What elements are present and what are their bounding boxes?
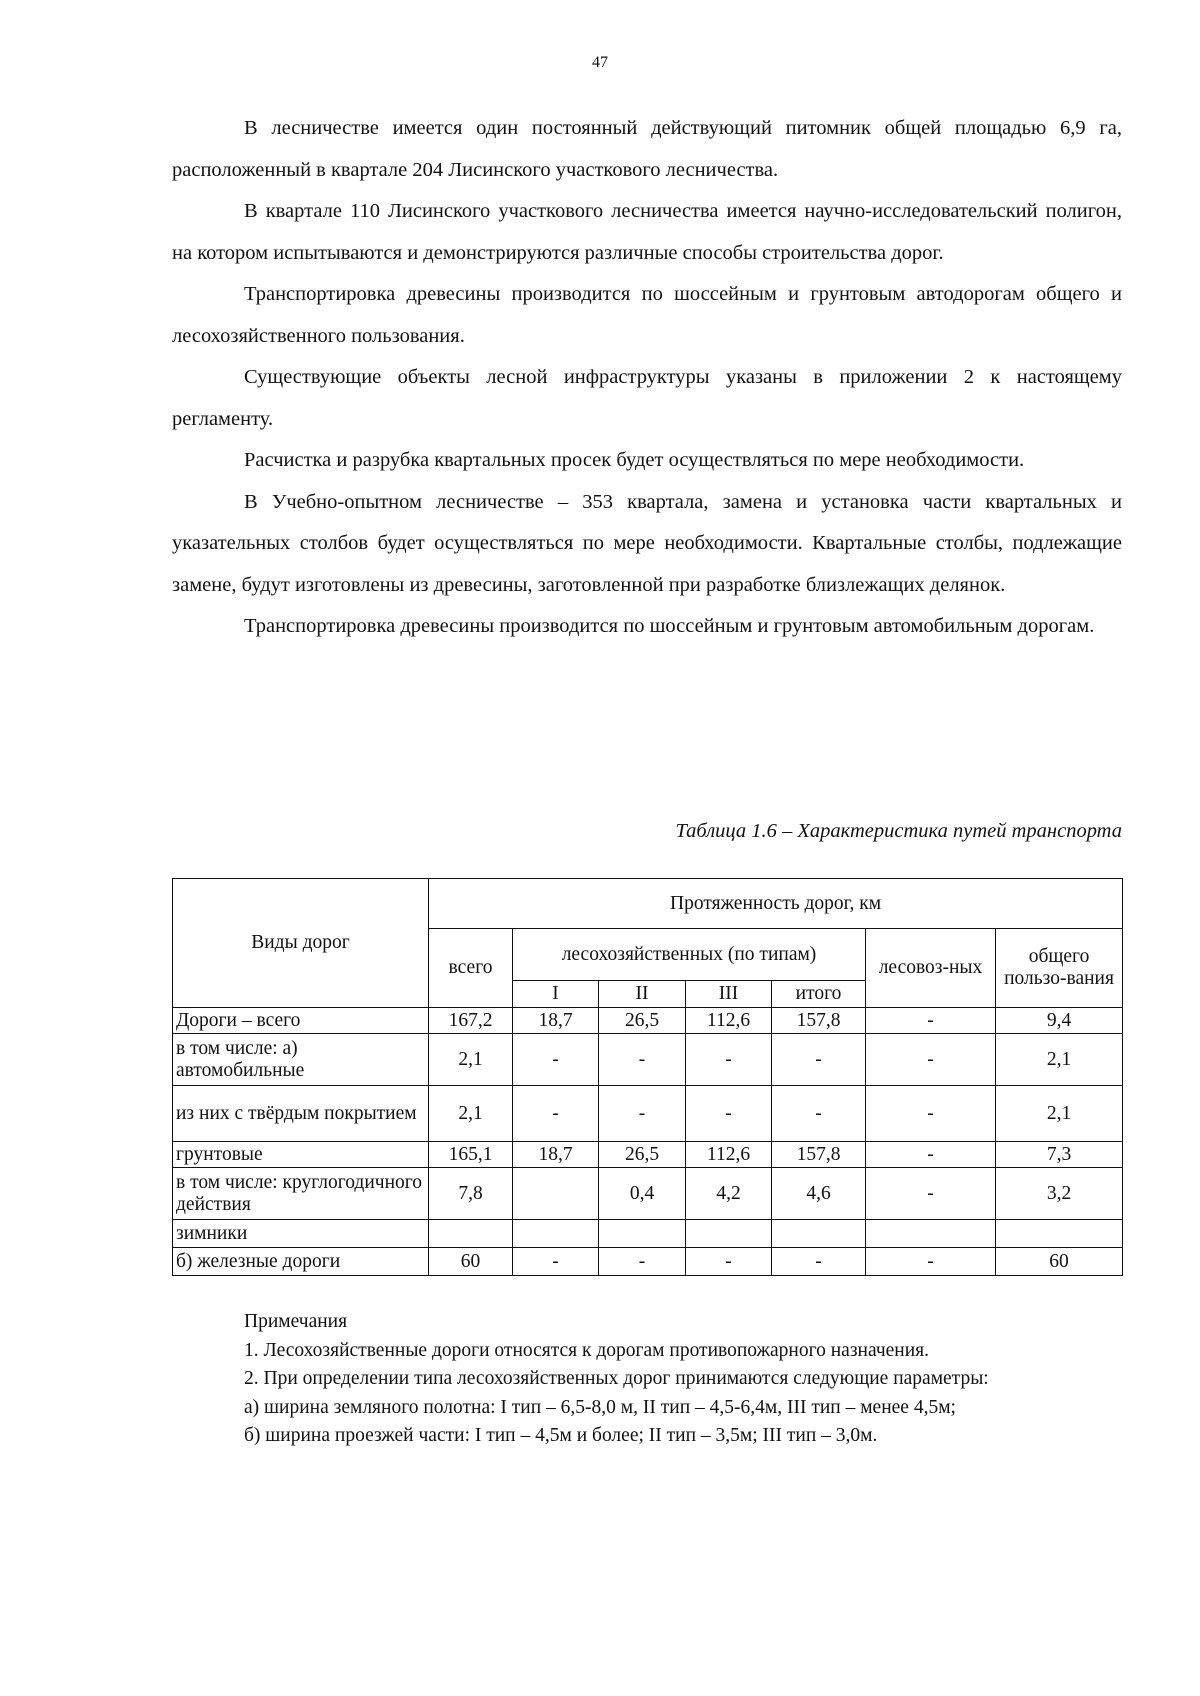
table-cell: 157,8 [772, 1142, 866, 1168]
table-cell: - [866, 1034, 996, 1086]
notes [172, 1308, 1122, 1451]
table-cell: 112,6 [686, 1008, 772, 1034]
row-label: из них с твёрдым покрытием [173, 1086, 429, 1142]
table-cell: 26,5 [599, 1008, 686, 1034]
table-cell: 18,7 [513, 1008, 599, 1034]
table-cell: - [772, 1248, 866, 1276]
table-cell: - [513, 1034, 599, 1086]
table-cell: - [772, 1034, 866, 1086]
table-cell: 9,4 [996, 1008, 1123, 1034]
table-cell [429, 1220, 513, 1248]
table-cell: - [686, 1086, 772, 1142]
table-cell: - [866, 1142, 996, 1168]
table-body [173, 1008, 1123, 1276]
table-cell: - [513, 1086, 599, 1142]
table-caption: Таблица 1.6 – Характеристика путей транспорта [675, 820, 1122, 842]
table-cell [866, 1220, 996, 1248]
table-cell [513, 1168, 599, 1220]
table-cell [599, 1220, 686, 1248]
table-cell: - [866, 1086, 996, 1142]
table-cell: 2,1 [996, 1034, 1123, 1086]
row-label: зимники [173, 1220, 429, 1248]
table-cell: - [866, 1168, 996, 1220]
table-cell: 26,5 [599, 1142, 686, 1168]
table-cell [772, 1220, 866, 1248]
table-row [173, 1086, 1123, 1142]
header-subtotal: итого [772, 981, 866, 1008]
roads-table [172, 878, 1123, 1276]
row-label: в том числе: а) автомобильные [173, 1034, 429, 1086]
table-cell: 2,1 [996, 1086, 1123, 1142]
table-cell: 3,2 [996, 1168, 1123, 1220]
table-cell: 2,1 [429, 1086, 513, 1142]
table-cell: - [866, 1248, 996, 1276]
header-type-1: I [513, 981, 599, 1008]
note-item: б) ширина проезжей части: I тип – 4,5м и более; II тип – 3,5м; III тип – 3,0м. [244, 1425, 878, 1446]
table-row [173, 1248, 1123, 1276]
table-cell [513, 1220, 599, 1248]
header-type-2: II [599, 981, 686, 1008]
table-cell [686, 1220, 772, 1248]
table-cell: 7,8 [429, 1168, 513, 1220]
table-cell: - [686, 1034, 772, 1086]
table-row [173, 1034, 1123, 1086]
table-cell [996, 1220, 1123, 1248]
table-row [173, 1168, 1123, 1220]
table-cell: 0,4 [599, 1168, 686, 1220]
table-cell: 18,7 [513, 1142, 599, 1168]
table-cell: - [513, 1248, 599, 1276]
note-item: а) ширина земляного полотна: I тип – 6,5-8,0 м, II тип – 4,5-6,4м, III тип – менее 4,5м; [244, 1396, 956, 1418]
table-cell: 165,1 [429, 1142, 513, 1168]
table-row [173, 1142, 1123, 1168]
notes-heading: Примечания [244, 1311, 348, 1332]
paragraph: В квартале 110 Лисинского участкового лесничества имеется научно-исследовательский полигон, на котором испытываются и демонстрируются различные способы строительства дорог. [172, 200, 1122, 264]
row-label: грунтовые [173, 1142, 429, 1168]
row-label: б) железные дороги [173, 1248, 429, 1276]
table-cell: 60 [429, 1248, 513, 1276]
header-public: общего пользо-вания [996, 929, 1123, 1008]
paragraph: Расчистка и разрубка квартальных просек будет осуществляться по мере необходимости. [244, 449, 1025, 471]
table-cell: 7,3 [996, 1142, 1123, 1168]
page-number: 47 [592, 54, 608, 71]
table-cell: - [599, 1034, 686, 1086]
table-cell: 60 [996, 1248, 1123, 1276]
paragraph: Транспортировка древесины производится по шоссейным и грунтовым автодорогам общего и лесохозяйственного пользования. [172, 283, 1122, 347]
note-item: 1. Лесохозяйственные дороги относятся к дорогам противопожарного назначения. [244, 1339, 930, 1361]
table-row [173, 1008, 1123, 1034]
header-type-3: III [686, 981, 772, 1008]
paragraph: Транспортировка древесины производится по шоссейным и грунтовым автомобильным дорогам. [244, 615, 1095, 637]
header-forestry: лесохозяйственных (по типам) [513, 929, 866, 981]
header-total: всего [429, 929, 513, 1008]
table-cell: 2,1 [429, 1034, 513, 1086]
table-cell: 112,6 [686, 1142, 772, 1168]
header-logging: лесовоз-ных [866, 929, 996, 1008]
table-cell: - [772, 1086, 866, 1142]
table-cell: 167,2 [429, 1008, 513, 1034]
header-road-types: Виды дорог [173, 879, 429, 1008]
table-cell: 157,8 [772, 1008, 866, 1034]
table-cell: - [866, 1008, 996, 1034]
header-length: Протяженность дорог, км [429, 879, 1123, 929]
paragraph: В Учебно-опытном лесничестве – 353 квартала, замена и установка части квартальных и указательных столбов будет осуществляться по мере необходимости. Квартальные столбы, подлежащие замене, будут изготовлены из древесины, заготовленной при разработке близлежащих делянок. [172, 490, 1122, 596]
body-text [172, 108, 1122, 648]
table-cell: - [686, 1248, 772, 1276]
paragraph: Существующие объекты лесной инфраструктуры указаны в приложении 2 к настоящему регламенту. [172, 366, 1122, 430]
note-item: 2. При определении типа лесохозяйственных дорог принимаются следующие параметры: [244, 1368, 989, 1389]
table-cell: - [599, 1086, 686, 1142]
paragraph: В лесничестве имеется один постоянный действующий питомник общей площадью 6,9 га, расположенный в квартале 204 Лисинского участкового лесничества. [172, 117, 1122, 181]
table-cell: 4,2 [686, 1168, 772, 1220]
table-row [173, 1220, 1123, 1248]
row-label: Дороги – всего [173, 1008, 429, 1034]
table-cell: 4,6 [772, 1168, 866, 1220]
table-cell: - [599, 1248, 686, 1276]
row-label: в том числе: круглогодичного действия [173, 1168, 429, 1220]
